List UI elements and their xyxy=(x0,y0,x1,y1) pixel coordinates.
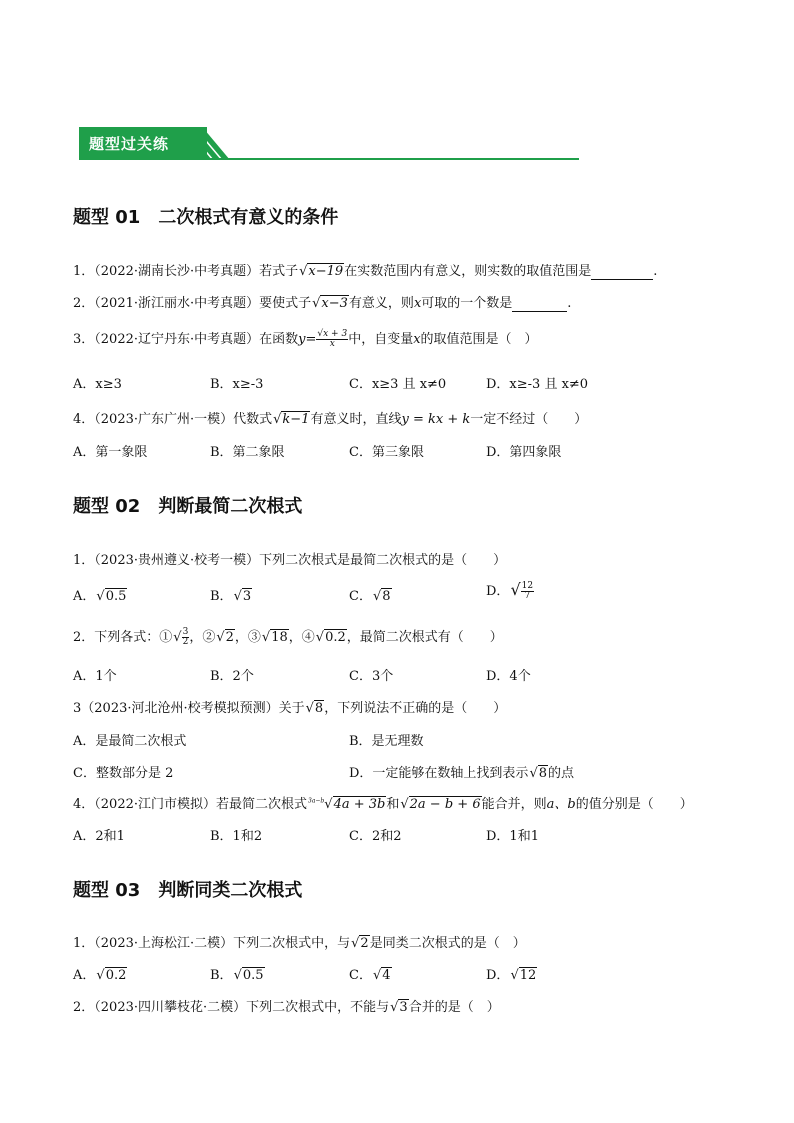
option-text: D．一定能够在数轴上找到表示 xyxy=(349,766,529,781)
radicand: x−3 xyxy=(321,296,348,311)
q-text: 4．（2023·广东广州·一模）代数式 xyxy=(73,412,273,427)
sqrt-expression: √12 xyxy=(510,968,537,983)
sqrt-expression: √2 xyxy=(216,630,234,645)
q-text: 3．（2022·辽宁丹东·中考真题）在函数 xyxy=(73,332,299,347)
option-a[interactable]: A．第一象限 xyxy=(73,445,148,460)
s1-question-1 xyxy=(73,260,657,280)
sqrt-expression: √k−1 xyxy=(273,412,310,427)
sqrt-expression: √4 xyxy=(372,968,391,983)
radicand: 18 xyxy=(271,630,288,645)
radicand: 8 xyxy=(382,589,391,604)
sqrt-expression: √18 xyxy=(261,630,288,645)
sqrt-expression: √2a − b + 6 xyxy=(400,797,481,812)
option-d[interactable] xyxy=(349,762,574,781)
q-text: 合并的是（ ） xyxy=(408,1000,500,1015)
option-d[interactable]: D．1和1 xyxy=(486,829,539,844)
s1-question-2 xyxy=(73,292,571,312)
s2-question-1: 1．（2023·贵州遵义·校考一模）下列二次根式是最简二次根式的是（ ） xyxy=(73,553,507,568)
sqrt-expression: √x−3 xyxy=(312,296,348,311)
q-text: 1．（2022·湖南长沙·中考真题）若式子 xyxy=(73,264,299,279)
q-text: ，④ xyxy=(288,630,315,645)
banner-title: 题型过关练 xyxy=(89,135,170,153)
option-a[interactable] xyxy=(73,964,127,983)
vars: a、b xyxy=(546,797,576,812)
q-text: ，最简二次根式有（ ） xyxy=(346,630,503,645)
sqrt-fraction: √ $\frac{12}{7}$ xyxy=(510,580,534,601)
denominator: 2 xyxy=(182,637,189,647)
q-text: 中，自变量 xyxy=(348,332,414,347)
sqrt-expression: √8 xyxy=(529,766,548,781)
option-d[interactable] xyxy=(486,580,534,601)
option-d[interactable]: D．x≥-3 且 x≠0 xyxy=(486,377,589,392)
q-end: . xyxy=(567,296,572,311)
option-b[interactable] xyxy=(210,585,252,604)
option-label: A． xyxy=(73,968,96,983)
fraction xyxy=(316,330,348,349)
option-label: C． xyxy=(349,589,372,604)
option-c[interactable]: C．整数部分是 2 xyxy=(73,766,174,781)
radicand: 0.2 xyxy=(105,968,127,983)
fraction xyxy=(182,628,190,647)
q-text: ，③ xyxy=(234,630,261,645)
option-label: C． xyxy=(349,968,372,983)
s3-question-2 xyxy=(73,996,500,1015)
q-text: ，② xyxy=(189,630,216,645)
option-d[interactable] xyxy=(486,964,537,983)
radicand: 8 xyxy=(314,701,324,716)
sqrt-fraction: √ $\frac{3}{2}$ xyxy=(173,627,189,647)
q-text: 3（2023·河北沧州·校考模拟预测）关于 xyxy=(73,701,305,716)
section-banner xyxy=(79,127,579,161)
sqrt-expression: √0.2 xyxy=(96,968,127,983)
numerator: 3 xyxy=(182,627,189,637)
q-text: 有意义，则 xyxy=(348,296,414,311)
sqrt-expression: √0.5 xyxy=(233,968,264,983)
q-text: 是同类二次根式的是（ ） xyxy=(369,936,526,951)
fraction xyxy=(521,582,534,601)
radicand: 2 xyxy=(225,630,234,645)
s2-question-2 xyxy=(73,626,503,647)
option-b[interactable]: B．1和2 xyxy=(210,829,263,844)
option-c[interactable]: C．3个 xyxy=(349,669,394,684)
option-c[interactable]: C．第三象限 xyxy=(349,445,424,460)
option-c[interactable] xyxy=(349,585,392,604)
option-c[interactable] xyxy=(349,964,392,983)
q-text: ，下列说法不正确的是（ ） xyxy=(324,701,507,716)
q-text: 的取值范围是（ ） xyxy=(420,332,538,347)
radicand: 12 xyxy=(519,968,537,983)
option-label: A． xyxy=(73,589,96,604)
radicand: 0.5 xyxy=(105,589,127,604)
radicand: 3 xyxy=(399,1000,408,1015)
sqrt-expression: √3 xyxy=(390,1000,408,1015)
radicand: 3 xyxy=(242,589,252,604)
option-b[interactable]: B．2个 xyxy=(210,669,254,684)
option-a[interactable]: A．x≥3 xyxy=(73,377,122,392)
sqrt-expression: √8 xyxy=(305,701,324,716)
sqrt-expression: √0.5 xyxy=(96,589,127,604)
option-b[interactable]: B．是无理数 xyxy=(349,734,424,749)
s2-question-4 xyxy=(73,793,693,812)
option-c[interactable]: C．x≥3 且 x≠0 xyxy=(349,377,447,392)
sqrt-expression: √8 xyxy=(372,589,391,604)
option-label: D． xyxy=(486,584,510,599)
option-b[interactable]: B．x≥-3 xyxy=(210,377,264,392)
q-text: 的值分别是（ ） xyxy=(575,797,693,812)
q-text: 在实数范围内有意义，则实数的取值范围是 xyxy=(344,264,592,279)
denominator: 7 xyxy=(524,591,531,601)
q-text: 和 xyxy=(386,797,400,812)
section-title-01: 题型 01 二次根式有意义的条件 xyxy=(73,207,339,228)
option-a[interactable]: A．是最简二次根式 xyxy=(73,734,187,749)
option-d[interactable]: D．第四象限 xyxy=(486,445,562,460)
numerator: √x + 3 xyxy=(317,329,348,339)
q-text: 一定不经过（ ） xyxy=(470,412,588,427)
section-title-02: 题型 02 判断最简二次根式 xyxy=(73,496,303,517)
option-a[interactable] xyxy=(73,585,127,604)
q-text: 可取的一个数是 xyxy=(421,296,513,311)
option-label: B． xyxy=(210,968,233,983)
q-end: . xyxy=(653,264,658,279)
q-text: 2．（2021·浙江丽水·中考真题）要使式子 xyxy=(73,296,312,311)
option-label: B． xyxy=(210,589,233,604)
sqrt-expression: √0.2 xyxy=(315,630,346,645)
q-text: 有意义时，直线 xyxy=(310,412,402,427)
radicand: x−19 xyxy=(308,264,344,279)
sqrt-expression: √x−19 xyxy=(299,264,344,279)
sqrt-expression: √2 xyxy=(351,936,369,951)
sqrt-expression: √3 xyxy=(233,589,252,604)
q-text: 2．（2023·四川攀枝花·二模）下列二次根式中，不能与 xyxy=(73,1000,390,1015)
q-text: 2．下列各式：① xyxy=(73,630,173,645)
q-text: 1．（2023·上海松江·二模）下列二次根式中，与 xyxy=(73,936,351,951)
radicand: 0.2 xyxy=(325,630,346,645)
option-label: D． xyxy=(486,968,510,983)
banner-underline xyxy=(79,158,579,160)
option-d[interactable]: D．4个 xyxy=(486,669,531,684)
answer-blank[interactable] xyxy=(591,264,653,280)
numerator: 12 xyxy=(521,581,534,591)
option-text-end: 的点 xyxy=(548,766,575,781)
radicand: 8 xyxy=(538,766,548,781)
radicand: 2a − b + 6 xyxy=(409,797,481,812)
s3-question-1 xyxy=(73,932,526,951)
func-name: y= xyxy=(298,332,317,347)
option-a[interactable]: A．1个 xyxy=(73,669,117,684)
var: x xyxy=(413,296,422,311)
q-text: 能合并，则 xyxy=(481,797,547,812)
var: x xyxy=(413,332,421,347)
s2-question-3 xyxy=(73,697,506,716)
option-b[interactable]: B．第二象限 xyxy=(210,445,285,460)
section-title-03: 题型 03 判断同类二次根式 xyxy=(73,880,303,901)
radicand: 2 xyxy=(360,936,369,951)
s1-question-3 xyxy=(73,328,538,349)
radicand: 0.5 xyxy=(242,968,264,983)
line-equation: y = kx + k xyxy=(401,412,471,427)
option-b[interactable] xyxy=(210,964,265,983)
option-c[interactable]: C．2和2 xyxy=(349,829,402,844)
s1-question-4 xyxy=(73,408,587,427)
radicand: 4a + 3b xyxy=(333,797,386,812)
radicand: 4 xyxy=(382,968,391,983)
denominator: x xyxy=(329,339,335,349)
root-index: 3a−b xyxy=(308,797,325,805)
radicand: k−1 xyxy=(282,412,310,427)
answer-blank[interactable] xyxy=(512,296,567,312)
option-a[interactable]: A．2和1 xyxy=(73,829,125,844)
q-text: 4．（2022·江门市模拟）若最简二次根式 xyxy=(73,797,307,812)
nth-root-expression: $^{3a-b}$√4a + 3b xyxy=(308,797,386,812)
